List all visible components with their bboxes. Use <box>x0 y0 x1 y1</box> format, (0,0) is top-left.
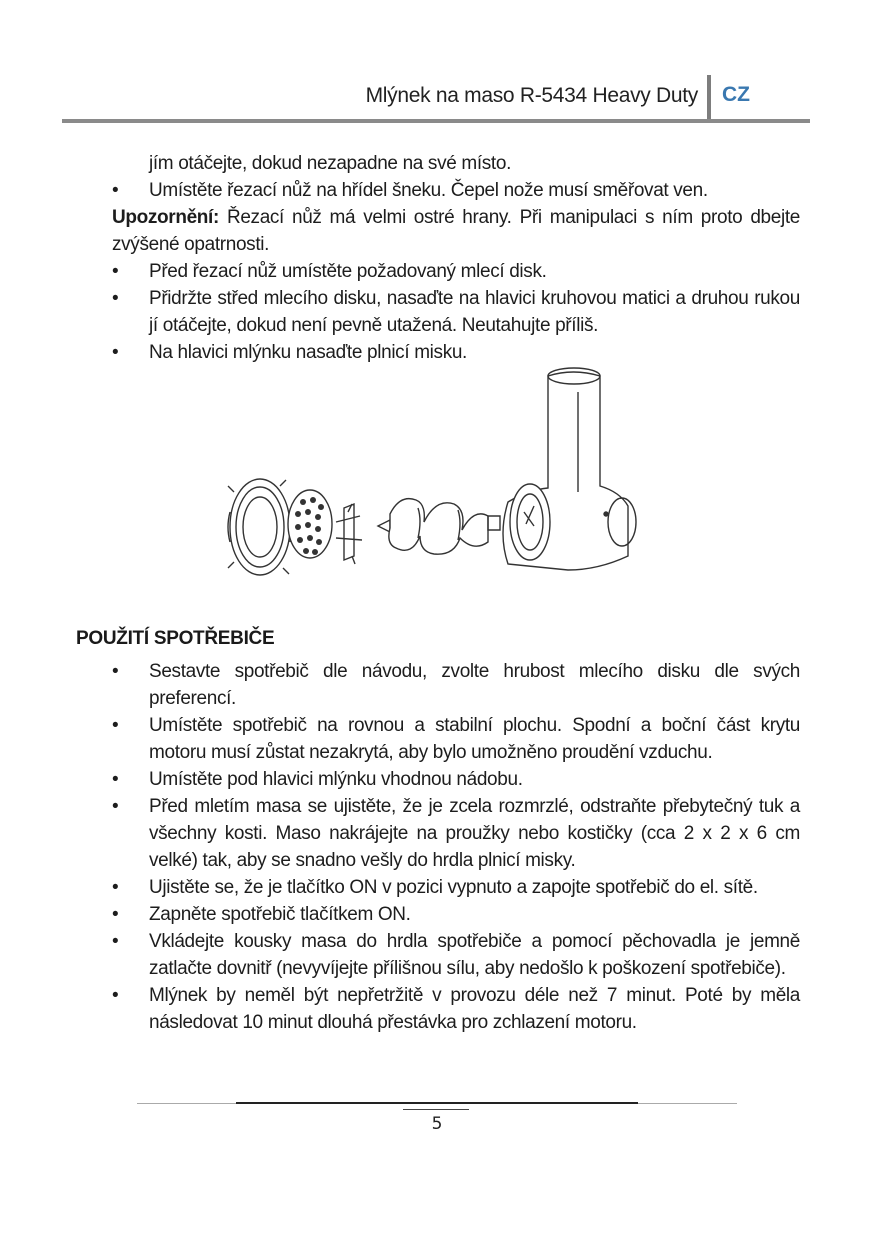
list-item: • Umístěte pod hlavici mlýnku vhodnou nádobu. <box>112 766 800 793</box>
warning-text: Řezací nůž má velmi ostré hrany. Při manipulaci s ním proto dbejte zvýšené opatrnosti. <box>112 207 800 255</box>
meat-grinder-parts-illustration <box>218 362 658 592</box>
document-title: Mlýnek na maso R-5434 Heavy Duty <box>365 84 698 107</box>
list-item: • Před řezací nůž umístěte požadovaný mlecí disk. <box>112 258 800 285</box>
warning-label: Upozornění: <box>112 207 219 228</box>
assembly-instructions <box>112 150 800 366</box>
list-item: • Umístěte řezací nůž na hřídel šneku. Čepel nože musí směřovat ven. <box>112 177 800 204</box>
cutting-knife-drawing <box>336 504 362 564</box>
warning-paragraph <box>112 204 800 258</box>
list-item: • Zapněte spotřebič tlačítkem ON. <box>112 901 800 928</box>
list-item: • Vkládejte kousky masa do hrdla spotřebiče a pomocí pěchovadla je jemně zatlačte dovnitř (nevyvíjejte přílišnou sílu, aby nedošlo k poškození spotřebiče). <box>112 928 800 982</box>
ring-nut-drawing <box>228 479 292 575</box>
list-item: • Ujistěte se, že je tlačítko ON v pozici vypnuto a zapojte spotřebič do el. sítě. <box>112 874 800 901</box>
grinding-disc-drawing <box>288 490 332 558</box>
page-number-rule <box>403 1109 469 1110</box>
header-divider <box>707 75 711 119</box>
page-header <box>62 70 810 124</box>
list-item: • Mlýnek by neměl být nepřetržitě v provozu déle než 7 minut. Poté by měla následovat 10 minut dlouhá přestávka pro zchlazení motoru. <box>112 982 800 1036</box>
section-title: POUŽITÍ SPOTŘEBIČE <box>76 628 275 649</box>
list-item: • Umístěte spotřebič na rovnou a stabilní plochu. Spodní a boční část krytu motoru musí zůstat nezakrytá, aby bylo umožněno proudění vzduchu. <box>112 712 800 766</box>
continuation-line: jím otáčejte, dokud nezapadne na své místo. <box>149 153 512 174</box>
language-code: CZ <box>722 83 750 106</box>
page-number: 5 <box>431 1114 443 1134</box>
list-item: • Před mletím masa se ujistěte, že je zcela rozmrzlé, odstraňte přebytečný tuk a všechny kosti. Maso nakrájejte na proužky nebo kostičky (cca 2 x 2 x 6 cm velké) tak, aby se snadno vešly do hrdla plnicí misky. <box>112 793 800 874</box>
list-item: • Na hlavici mlýnku nasaďte plnicí misku. <box>112 339 800 366</box>
grinder-head-drawing <box>503 368 636 570</box>
feed-screw-drawing <box>378 499 500 555</box>
header-rule <box>62 119 810 123</box>
list-item: • Sestavte spotřebič dle návodu, zvolte hrubost mlecího disku dle svých preferencí. <box>112 658 800 712</box>
usage-list <box>112 658 800 1036</box>
list-item: • Přidržte střed mlecího disku, nasaďte na hlavici kruhovou matici a druhou rukou jí otáčejte, dokud není pevně utažená. Neutahujte příliš. <box>112 285 800 339</box>
footer-rule-dark <box>236 1102 638 1104</box>
